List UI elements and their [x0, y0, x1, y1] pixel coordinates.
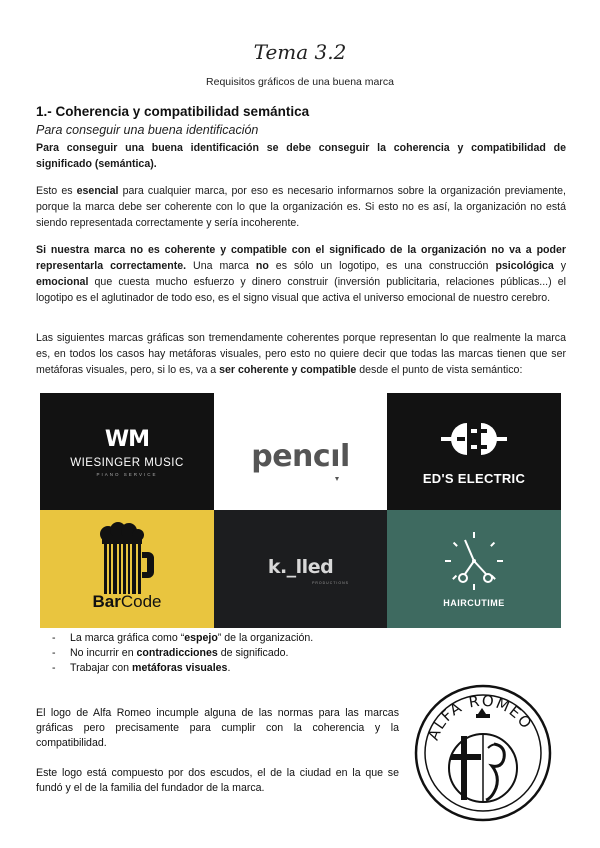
pencil-tip-icon	[335, 477, 339, 481]
logo-haircutime	[387, 510, 561, 628]
paragraph-intro: Para conseguir una buena identificación se debe conseguir la coherencia y compatibilidad de significado (semántica).	[36, 142, 566, 170]
list-item: - La marca gráfica como “espejo” de la organización.	[52, 631, 313, 646]
haircutime-name: HAIRCUTIME	[443, 598, 505, 608]
logo-eds-electric	[387, 393, 561, 510]
beer-mug-icon	[98, 522, 158, 596]
paragraph-alfa-shields: Este logo está compuesto por dos escudos, el de la ciudad en la que se fundó y el de la familia del fundador de la marca.	[36, 767, 399, 794]
page-title: Tema 3.2	[253, 40, 347, 64]
paragraph-coherence: Si nuestra marca no es coherente y compatible con el significado de la organización no va a poder representarla correctamente. Una marca no es sólo un logotipo, es una construcción psicológica y emocional que cuesta mucho esfuerzo y dinero construir (inversión publicitaria, relaciones públicas...) el logotipo es el aglutinador de todo eso, es el signo visual que activa el universo emocional de nuestro cerebro.	[36, 244, 566, 304]
wiesinger-mark: WM	[104, 427, 150, 452]
paragraph-alfa-romeo: El logo de Alfa Romeo incumple alguna de las normas para las marcas gráficas pero precisamente para cumplir con la coherencia y la compatibilidad.	[36, 707, 399, 749]
requirements-list	[52, 631, 313, 676]
alfa-romeo-lettering: ALFA ROMEO	[424, 691, 537, 743]
paragraph-essential: Esto es esencial para cualquier marca, por eso es necesario informarnos sobre la organización previamente, porque la marca debe ser coherente con lo que la organización es. Si esto no es así, la organización no está siendo representada correctamente y sería incoherente.	[36, 185, 566, 229]
logo-killed	[214, 510, 387, 628]
wiesinger-name: WIESINGER MUSIC	[70, 457, 184, 469]
killed-tagline: PRODUCTIONS	[312, 581, 349, 585]
list-item: - Trabajar con metáforas visuales.	[52, 661, 313, 676]
scissors-clock-icon	[443, 530, 505, 592]
section-heading: 1.- Coherencia y compatibilidad semántica	[36, 104, 310, 119]
page-subtitle: Requisitos gráficos de una buena marca	[206, 76, 394, 88]
logo-pencil	[214, 393, 387, 510]
eds-name: ED'S ELECTRIC	[422, 471, 526, 486]
logo-barcode	[40, 510, 214, 628]
plug-icon	[427, 419, 521, 459]
wiesinger-tagline: PIANO SERVICE	[96, 472, 158, 477]
paragraph-examples: Las siguientes marcas gráficas son tremendamente coherentes porque representan lo que realmente la marca es, en todos los casos hay metáforas visuales, pero esto no quiere decir que todas las marcas tienen que ser metáforas visuales, pero, si lo es, va a ser coherente y compatible desde el punto de vista semántico:	[36, 332, 566, 376]
barcode-name: BarCode	[92, 592, 162, 611]
alfa-romeo-logo	[414, 684, 552, 822]
logo-wiesinger-music	[40, 393, 214, 510]
killed-name: k._lled	[267, 556, 334, 578]
section-subheading: Para conseguir una buena identificación	[36, 123, 259, 137]
pencil-name: pencıl	[251, 439, 350, 474]
list-item: - No incurrir en contradicciones de significado.	[52, 646, 313, 661]
logo-grid	[40, 393, 561, 628]
